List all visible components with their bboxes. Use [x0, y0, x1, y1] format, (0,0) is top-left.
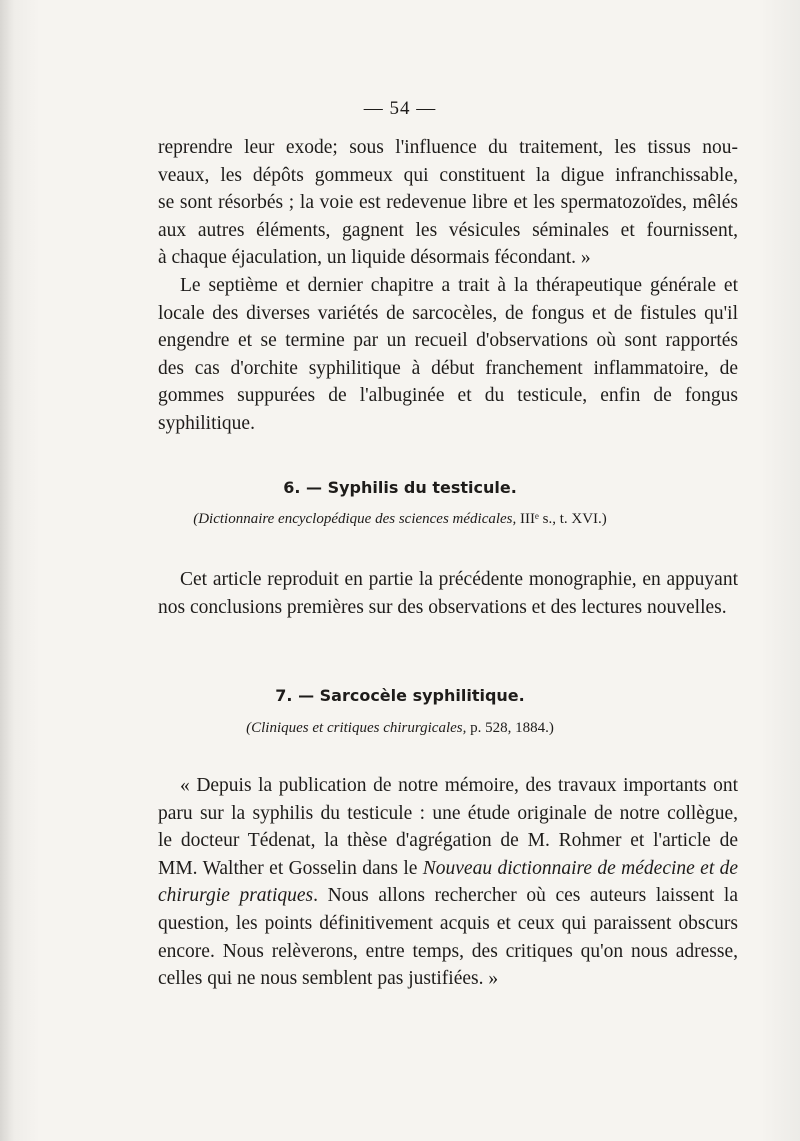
paragraph-2 [158, 272, 738, 438]
citation-ref: p. 528, 1884.) [466, 720, 554, 736]
section-6-heading: 6. — Syphilis du testicule. [283, 478, 517, 497]
text-line: locale des diverses variétés de sarcocèles, de fongus et de fistules qu'il [158, 302, 738, 324]
text-line: syphilitique. [158, 412, 255, 434]
journal-title-cont: chirurgie pratiques [158, 885, 314, 907]
text-line: reprendre leur exode; sous l'influence du traitement, les tissus nou- [158, 137, 738, 158]
journal-title: Nouveau dictionnaire de médecine et de [422, 857, 738, 879]
text-line: question, les points définitivement acquis et ceux qui paraissent obscurs [158, 912, 738, 934]
text-line: se sont résorbés ; la voie est redevenue libre et les spermatozoïdes, mêlés [158, 192, 738, 214]
text-line: le docteur Tédenat, la thèse d'agrégation de M. Rohmer et l'article de [158, 830, 738, 852]
text-line: Le septième et dernier chapitre a trait à la thérapeutique générale et [180, 275, 738, 296]
text-line: engendre et se termine par un recueil d'observations où sont rapportés [158, 330, 738, 352]
text-line: des cas d'orchite syphilitique à début franchement inflammatoire, de [158, 357, 738, 379]
text-line: aux autres éléments, gagnent les vésicules séminales et fournissent, [158, 219, 738, 241]
section-7-paragraph [158, 772, 738, 993]
text-line: nos conclusions premières sur des observations et des lectures nouvelles. [158, 596, 727, 618]
citation-title: (Cliniques et critiques chirurgicales, [246, 720, 467, 736]
citation-ref: IIIᵉ s., t. XVI.) [516, 511, 607, 527]
section-6-citation [0, 511, 800, 528]
text-line: gommes suppurées de l'albuginée et du testicule, enfin de fongus [158, 385, 738, 407]
section-6-paragraph [158, 566, 738, 621]
text-line: celles qui ne nous semblent pas justifiées. » [158, 968, 499, 990]
section-7-heading: 7. — Sarcocèle syphilitique. [275, 686, 525, 705]
section-7-citation [0, 720, 800, 737]
text-span: MM. Walther et Gosselin dans le [158, 857, 423, 879]
text-line: « Depuis la publication de notre mémoire, des travaux importants ont [180, 775, 738, 796]
text-line: Cet article reproduit en partie la précédente monographie, en appuyant [180, 569, 738, 590]
text-line: encore. Nous relèverons, entre temps, des critiques qu'on nous adresse, [158, 940, 738, 962]
text-span: . Nous allons rechercher où ces auteurs laissent la [313, 885, 738, 907]
page-number: — 54 — [363, 98, 437, 119]
text-line [158, 882, 738, 910]
text-line [158, 855, 738, 883]
citation-title: (Dictionnaire encyclopédique des sciences médicales, [193, 511, 517, 527]
text-line: paru sur la syphilis du testicule : une étude originale de notre collègue, [158, 802, 738, 824]
paragraph-1 [158, 134, 738, 272]
text-line: veaux, les dépôts gommeux qui constituent la digue infranchissable, [158, 164, 738, 186]
text-line: à chaque éjaculation, un liquide désormais fécondant. » [158, 247, 591, 269]
